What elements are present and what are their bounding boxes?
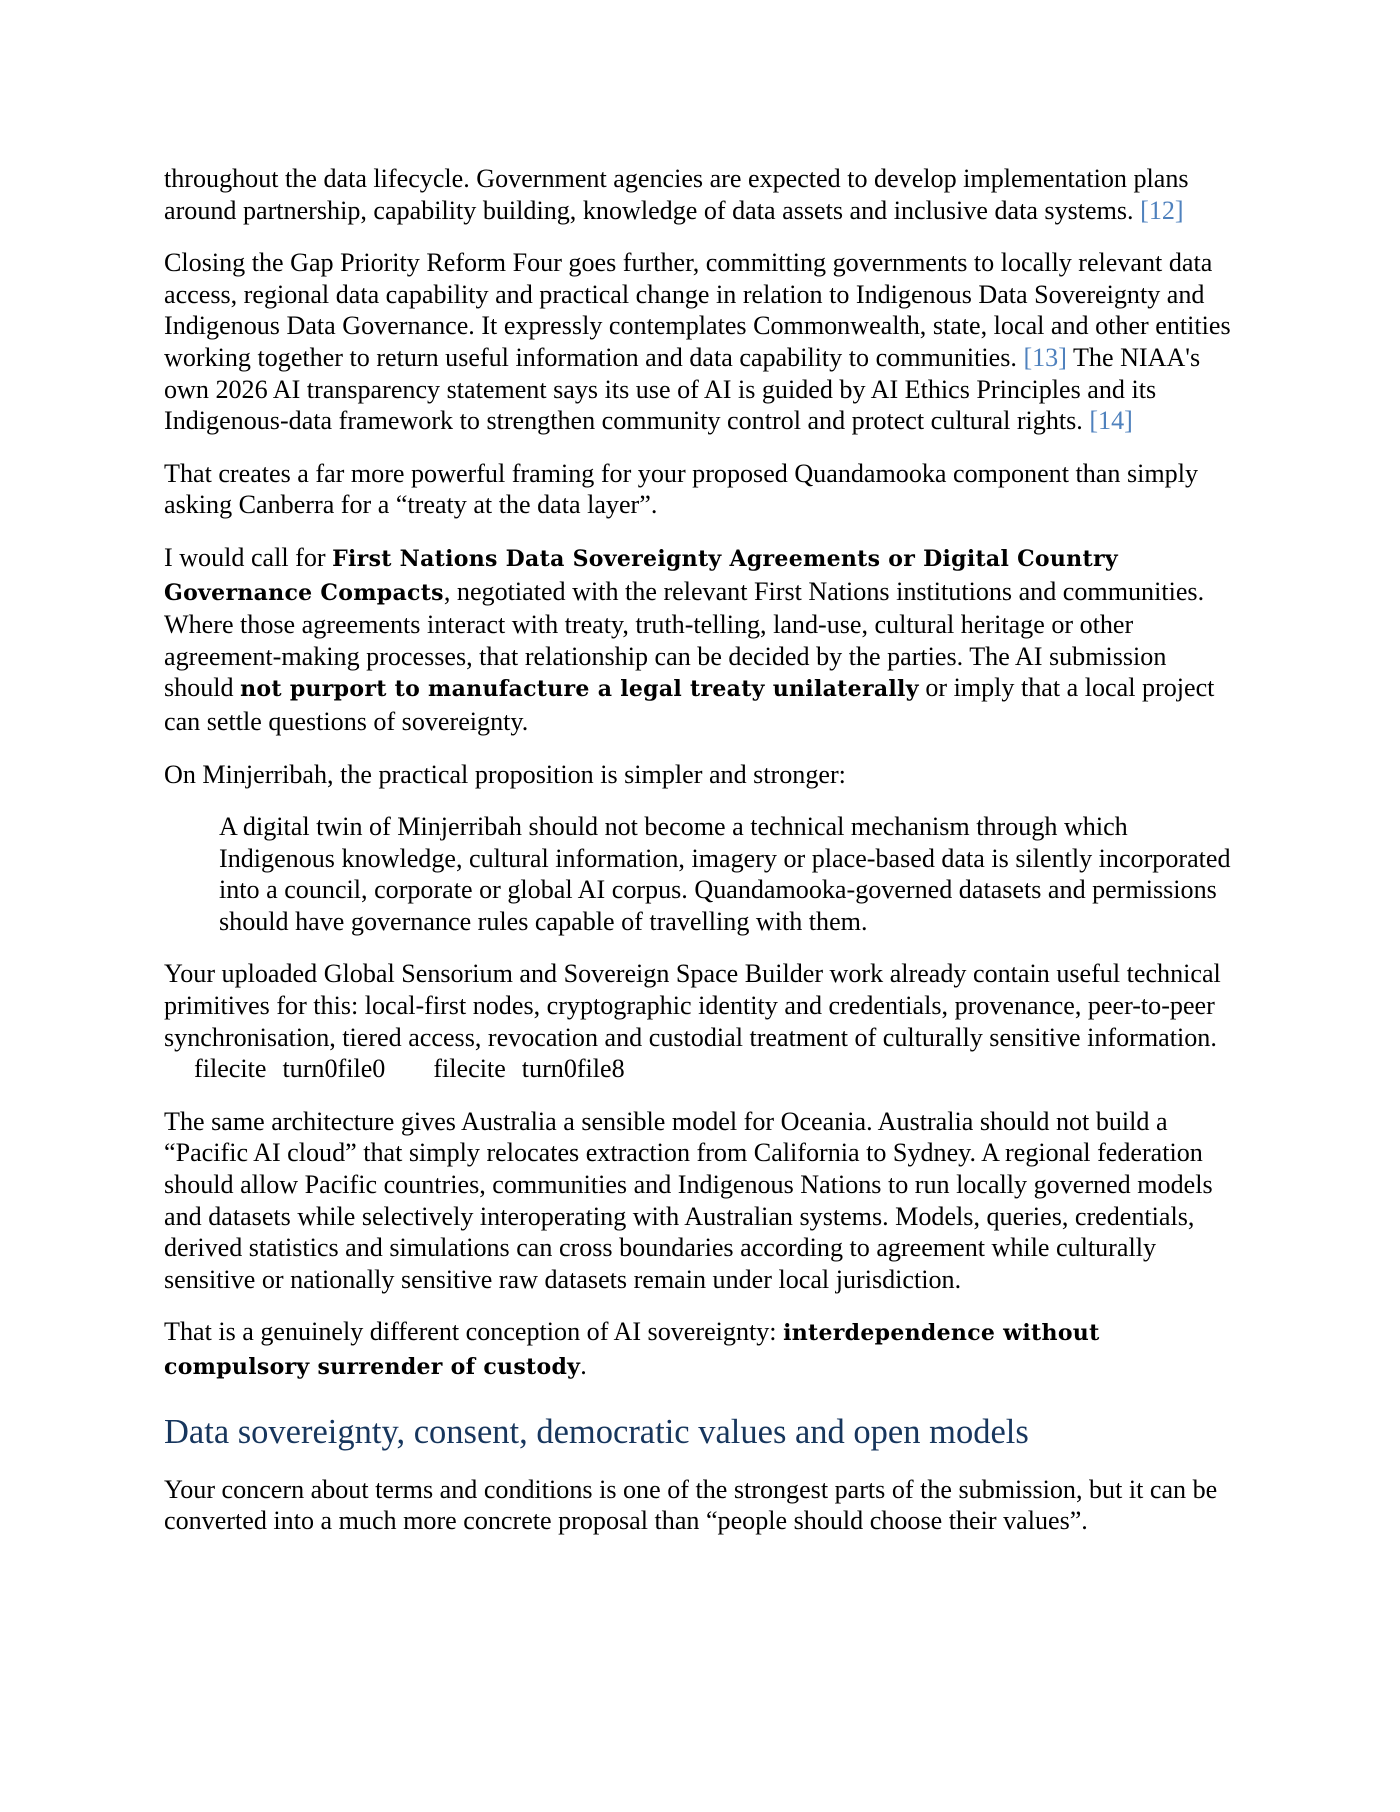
paragraph-text: Your uploaded Global Sensorium and Sovereign Space Builder work already contain useful technical primitives for this: local-first nodes, cryptographic identity and credentials, provenance, peer-to-peer synchronisation, tiered access, revocation and custodial treatment of culturally sensitive information.	[164, 959, 1221, 1052]
bold-phrase: First Nations Data Sovereignty Agreements or Digital Country Governance Compacts	[164, 545, 1118, 606]
paragraph-agreements	[164, 542, 1236, 738]
paragraph-text: The same architecture gives Australia a sensible model for Oceania. Australia should not build a “Pacific AI cloud” that simply relocates extraction from California to Sydney. A regional federation should allow Pacific countries, communities and Indigenous Nations to run locally governed models and datasets while selectively interoperating with Australian systems. Models, queries, credentials, derived statistics and simulations can cross boundaries according to agreement while culturally sensitive or nationally sensitive raw datasets remain under local jurisdiction.	[164, 1106, 1213, 1294]
paragraph-text: , negotiated with the relevant First Nations institutions and communities. Where those agreements interact with treaty, truth-telling, land-use, cultural heritage or other agreement-making processes, that relationship can be decided by the parties. The AI submission should	[164, 576, 1205, 703]
paragraph-text: .	[580, 1351, 587, 1380]
reference-link-12[interactable]: [12]	[1140, 195, 1184, 225]
paragraph-text: Closing the Gap Priority Reform Four goes further, committing governments to locally relevant data access, regional data capability and practical change in relation to Indigenous Data Sovereignty and Indigenous Data Governance. It expressly contemplates Commonwealth, state, local and other entities working together to return useful information and data capability to communities.	[164, 248, 1231, 372]
citation-marker: turn0file0	[282, 1054, 386, 1084]
reference-link-13[interactable]: [13]	[1023, 342, 1067, 372]
paragraph-minjerribah	[164, 759, 1236, 791]
bold-phrase: not purport to manufacture a legal treaty unilaterally	[240, 676, 919, 703]
paragraph-framing	[164, 458, 1236, 521]
block-quote	[219, 811, 1236, 937]
citation-marker: filecite	[433, 1054, 506, 1084]
quote-text: A digital twin of Minjerribah should not become a technical mechanism through which Indigenous knowledge, cultural information, imagery or place-based data is silently incorporated into a council, corporate or global AI corpus. Quandamooka-governed datasets and permissions should have governance rules capable of travelling with them.	[219, 812, 1231, 936]
citation-marker: filecite	[194, 1054, 267, 1084]
paragraph-lifecycle	[164, 163, 1236, 226]
paragraph-uploaded-work	[164, 958, 1236, 1084]
paragraph-text: That creates a far more powerful framing for your proposed Quandamooka component than simply asking Canberra for a “treaty at the data layer”.	[164, 458, 1198, 520]
paragraph-text: That is a genuinely different conception of AI sovereignty:	[164, 1317, 784, 1347]
paragraph-text: Your concern about terms and conditions is one of the strongest parts of the submission, but it can be converted into a much more concrete proposal than “people should choose their values”.	[164, 1474, 1218, 1536]
bold-phrase: interdependence without compulsory surrender of custody	[164, 1320, 1100, 1380]
paragraph-oceania	[164, 1106, 1236, 1296]
paragraph-text: throughout the data lifecycle. Government agencies are expected to develop implementation plans around partnership, capability building, knowledge of data assets and inclusive data systems.	[164, 164, 1189, 225]
document-page	[164, 163, 1236, 1558]
reference-link-14[interactable]: [14]	[1089, 406, 1133, 436]
section-heading: Data sovereignty, consent, democratic values and open models	[164, 1412, 1029, 1451]
paragraph-text: I would call for	[164, 542, 333, 572]
citation-marker: turn0file8	[521, 1054, 625, 1084]
paragraph-text: On Minjerribah, the practical proposition is simpler and stronger:	[164, 759, 846, 789]
paragraph-terms-conditions	[164, 1474, 1236, 1537]
paragraph-closing-the-gap	[164, 247, 1236, 437]
paragraph-interdependence	[164, 1316, 1236, 1383]
paragraph-text: The NIAA's own 2026 AI transparency statement says its use of AI is guided by AI Ethics Principles and its Indigenous-data framework to strengthen community control and protect cultural rights.	[164, 342, 1201, 436]
paragraph-text: or imply that a local project can settle questions of sovereignty.	[164, 673, 1215, 736]
